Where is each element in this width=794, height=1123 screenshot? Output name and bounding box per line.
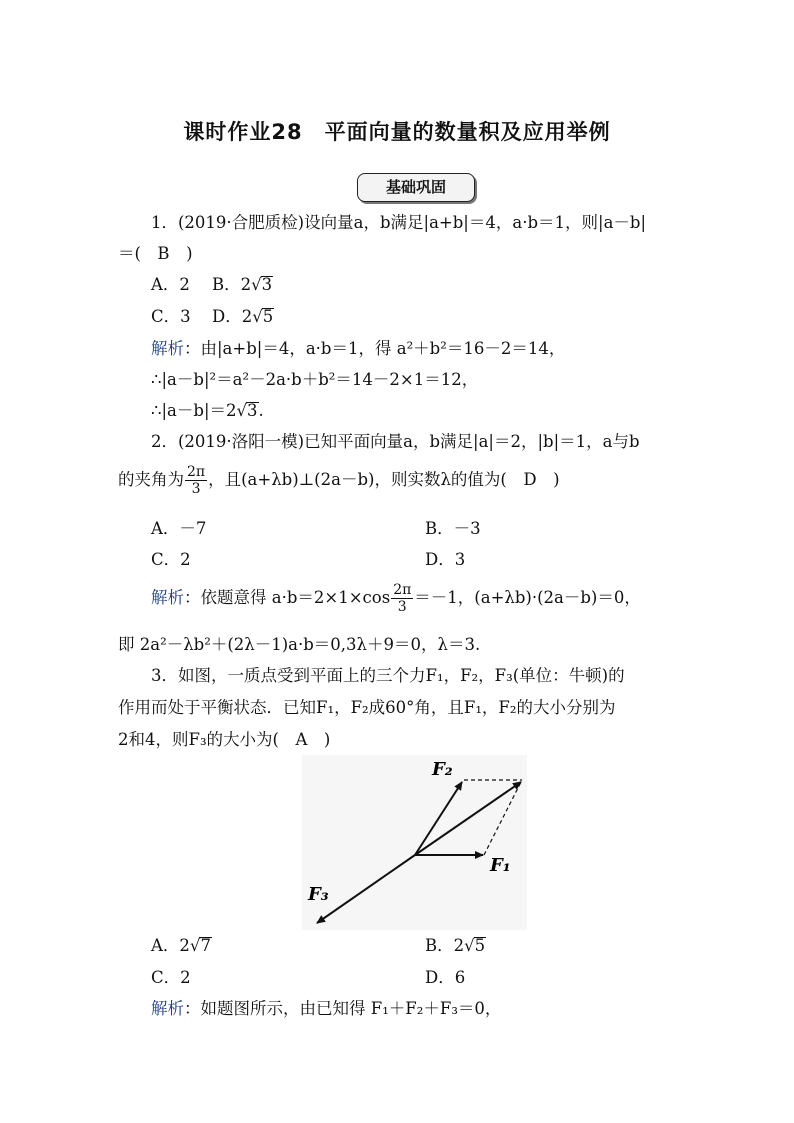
- force-diagram-svg: [302, 755, 527, 930]
- section-tag: 基础巩固: [357, 173, 475, 202]
- sqrt-sign-icon: √: [236, 401, 248, 420]
- force-diagram: [302, 755, 527, 930]
- q2-option-a: A．－7: [151, 519, 207, 538]
- q3-solution-text-1: ：如题图所示，由已知得 F₁＋F₂＋F₃＝0，: [184, 999, 502, 1018]
- q3-stem-line-3: 2和4，则F₃的大小为( A ): [118, 730, 331, 749]
- q1-option-d-label: D．2: [212, 307, 253, 326]
- q1-solution-line-3: [151, 400, 264, 422]
- q3-option-a-label: A．2: [151, 936, 190, 955]
- q1-text: 设向量a，b满足|a+b|＝4，a·b＝1，则|a－b|: [304, 213, 647, 232]
- sqrt-sign-icon: √: [252, 307, 263, 326]
- q2-fraction: [185, 464, 207, 497]
- q2-option-b: B．－3: [425, 519, 481, 538]
- f1-label: F₁: [490, 855, 511, 876]
- q1-number: 1．: [151, 213, 178, 232]
- q2-solution-fraction-numerator: 2π: [393, 582, 412, 598]
- diagram-background: [302, 755, 527, 930]
- q3-stem: [151, 665, 625, 687]
- q2-option-d: D．3: [425, 550, 466, 569]
- q3-option-d: D．6: [425, 968, 466, 987]
- q2-solution-text-post: ＝－1，(a+λb)·(2a－b)＝0，: [414, 588, 641, 607]
- q1-option-d: [212, 306, 274, 328]
- q3-text-1: 如图，一质点受到平面上的三个力F₁，F₂，F₃(单位：牛顿)的: [178, 666, 625, 685]
- q2-text-2-pre: 的夹角为: [118, 470, 184, 489]
- q1-solution-radicand: 3: [247, 401, 258, 420]
- q3-option-c: C．2: [151, 968, 191, 987]
- q1-option-a: [151, 274, 190, 296]
- q1-solution-text-3: ∴|a－b|＝2: [151, 401, 237, 420]
- q1-solution-period: .: [258, 401, 264, 420]
- q1-solution-text-1: ：由|a+b|＝4，a·b＝1，得 a²＋b²＝16－2＝14，: [184, 339, 566, 358]
- q3-option-a: [151, 935, 212, 957]
- q2-text-2-post: ，且(a+λb)⊥(2a－b)，则实数λ的值为( D ): [208, 470, 560, 489]
- q1-option-d-radicand: 5: [262, 307, 274, 326]
- q2-fraction-denominator: 3: [191, 481, 201, 497]
- q2-solution-line-1: [151, 580, 641, 616]
- q3-solution-line-1: [151, 998, 501, 1020]
- q2-stem-line-2: [118, 462, 560, 498]
- f3-label: F₃: [308, 884, 329, 905]
- q3-stem-line-2: 作用而处于平衡状态．已知F₁，F₂成60°角，且F₁，F₂的大小分别为: [118, 698, 616, 717]
- q1-option-b-radicand: 3: [261, 275, 273, 294]
- q2-solution-fraction: [391, 582, 413, 615]
- q2-solution-line-2: 即 2a²－λb²＋(2λ－1)a·b＝0,3λ＋9＝0，λ＝3.: [118, 635, 481, 654]
- f2-label: F₂: [432, 759, 453, 780]
- q1-solution-label: 解析: [151, 339, 184, 358]
- q2-solution-label: 解析: [151, 588, 184, 607]
- q2-stem: [151, 431, 640, 453]
- q1-option-a-label: A．2: [151, 275, 190, 294]
- q3-number: 3．: [151, 666, 178, 685]
- q2-option-c: C．2: [151, 550, 191, 569]
- page-title: 课时作业28 平面向量的数量积及应用举例: [183, 120, 611, 144]
- sqrt-sign-icon: √: [464, 936, 475, 955]
- q3-option-b-label: B．2: [425, 936, 465, 955]
- sqrt-sign-icon: √: [189, 936, 201, 955]
- q1-option-b: [212, 274, 273, 296]
- q3-option-a-radicand: 7: [200, 936, 211, 955]
- q2-solution-fraction-denominator: 3: [397, 599, 407, 615]
- q2-solution-text-pre: ：依题意得 a·b＝2×1×cos: [184, 588, 391, 607]
- q3-solution-label: 解析: [151, 999, 184, 1018]
- q1-source: (2019·合肥质检): [178, 213, 305, 232]
- q1-answer-line: ＝( B ): [118, 244, 193, 263]
- q2-source: (2019·洛阳一模): [178, 432, 305, 451]
- q3-option-b: [425, 935, 486, 957]
- q1-stem: [151, 212, 646, 234]
- q2-fraction-numerator: 2π: [187, 464, 206, 480]
- q1-option-c: C．3: [151, 307, 191, 326]
- q1-option-b-label: B．2: [212, 275, 252, 294]
- q2-number: 2．: [151, 432, 178, 451]
- q1-solution-line-1: [151, 338, 565, 360]
- q2-text: 已知平面向量a，b满足|a|＝2，|b|＝1，a与b: [304, 432, 640, 451]
- q1-solution-line-2: ∴|a－b|²＝a²－2a·b＋b²＝14－2×1＝12，: [151, 370, 479, 389]
- q3-option-b-radicand: 5: [474, 936, 486, 955]
- sqrt-sign-icon: √: [251, 275, 262, 294]
